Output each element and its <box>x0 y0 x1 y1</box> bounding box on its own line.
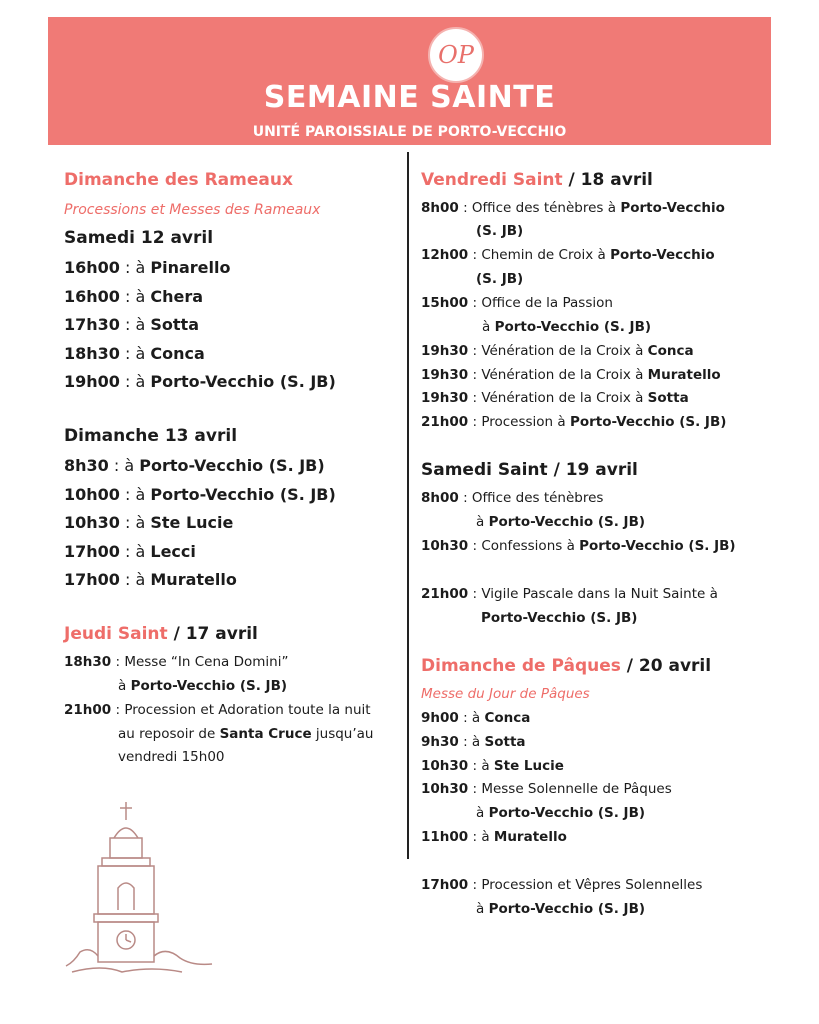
list-item-cont: à Porto-Vecchio (S. JB) <box>118 678 288 694</box>
list-item-cont: (S. JB) <box>476 271 524 287</box>
list-item: 18h30 : à Conca <box>64 343 205 363</box>
list-item-cont: au reposoir de Santa Cruce jusqu’au <box>118 726 374 742</box>
list-item: 8h30 : à Porto-Vecchio (S. JB) <box>64 456 325 475</box>
list-item-cont: (S. JB) <box>476 223 524 239</box>
list-item: 21h00 : Procession à Porto-Vecchio (S. JB) <box>421 414 727 430</box>
church-bell-tower-icon <box>62 796 222 976</box>
vendredi-saint-heading: Vendredi Saint / 18 avril <box>421 170 653 190</box>
rameaux-subheading: Processions et Messes des Rameaux <box>64 202 321 218</box>
list-item: 10h30 : à Ste Lucie <box>421 758 564 774</box>
list-item-cont: Porto-Vecchio (S. JB) <box>481 610 638 626</box>
list-item-cont: à Porto-Vecchio (S. JB) <box>476 901 646 917</box>
list-item: 17h30 : à Sotta <box>64 315 199 334</box>
list-item: 10h30 : à Ste Lucie <box>64 513 234 532</box>
list-item: 9h00 : à Conca <box>421 710 531 726</box>
list-item: 21h00 : Procession et Adoration toute la nuit <box>64 702 371 718</box>
column-divider <box>407 152 409 859</box>
list-item: 9h30 : à Sotta <box>421 734 526 750</box>
list-item: 11h00 : à Muratello <box>421 829 567 845</box>
paques-heading: Dimanche de Pâques / 20 avril <box>421 656 712 676</box>
dimanche-13-heading: Dimanche 13 avril <box>64 426 238 446</box>
list-item: 21h00 : Vigile Pascale dans la Nuit Sainte à <box>421 586 718 602</box>
list-item-cont: vendredi 15h00 <box>118 749 225 765</box>
list-item: 17h00 : Procession et Vêpres Solennelles <box>421 877 703 893</box>
list-item: 10h30 : Messe Solennelle de Pâques <box>421 781 672 797</box>
jeudi-saint-heading: Jeudi Saint / 17 avril <box>64 624 258 644</box>
rameaux-heading: Dimanche des Rameaux <box>64 170 293 190</box>
list-item: 18h30 : Messe “In Cena Domini” <box>64 654 289 670</box>
list-item-cont: à Porto-Vecchio (S. JB) <box>482 319 652 335</box>
list-item: 19h30 : Vénération de la Croix à Conca <box>421 343 694 359</box>
list-item: 12h00 : Chemin de Croix à Porto-Vecchio <box>421 247 715 263</box>
list-item: 8h00 : Office des ténèbres <box>421 490 604 506</box>
list-item: 10h00 : à Porto-Vecchio (S. JB) <box>64 484 336 504</box>
page-title: SEMAINE SAINTE <box>263 80 556 115</box>
samedi-12-heading: Samedi 12 avril <box>64 228 214 248</box>
list-item: 15h00 : Office de la Passion <box>421 295 613 311</box>
list-item-cont: à Porto-Vecchio (S. JB) <box>476 514 646 530</box>
list-item: 19h30 : Vénération de la Croix à Muratello <box>421 367 721 383</box>
list-item: 16h00 : à Chera <box>64 286 204 306</box>
parish-logo: OP <box>428 27 484 83</box>
list-item: 19h00 : à Porto-Vecchio (S. JB) <box>64 372 336 391</box>
list-item: 17h00 : à Lecci <box>64 541 196 561</box>
page-subtitle: UNITÉ PAROISSIALE DE PORTO-VECCHIO <box>252 124 567 140</box>
paques-subheading: Messe du Jour de Pâques <box>421 686 590 702</box>
list-item: 16h00 : à Pinarello <box>64 258 231 277</box>
list-item: 17h00 : à Muratello <box>64 570 237 589</box>
samedi-saint-heading: Samedi Saint / 19 avril <box>421 460 638 480</box>
list-item: 10h30 : Confessions à Porto-Vecchio (S. JB) <box>421 538 736 554</box>
list-item: 19h30 : Vénération de la Croix à Sotta <box>421 390 689 406</box>
list-item-cont: à Porto-Vecchio (S. JB) <box>476 805 646 821</box>
list-item: 8h00 : Office des ténèbres à Porto-Vecchio <box>421 200 725 216</box>
